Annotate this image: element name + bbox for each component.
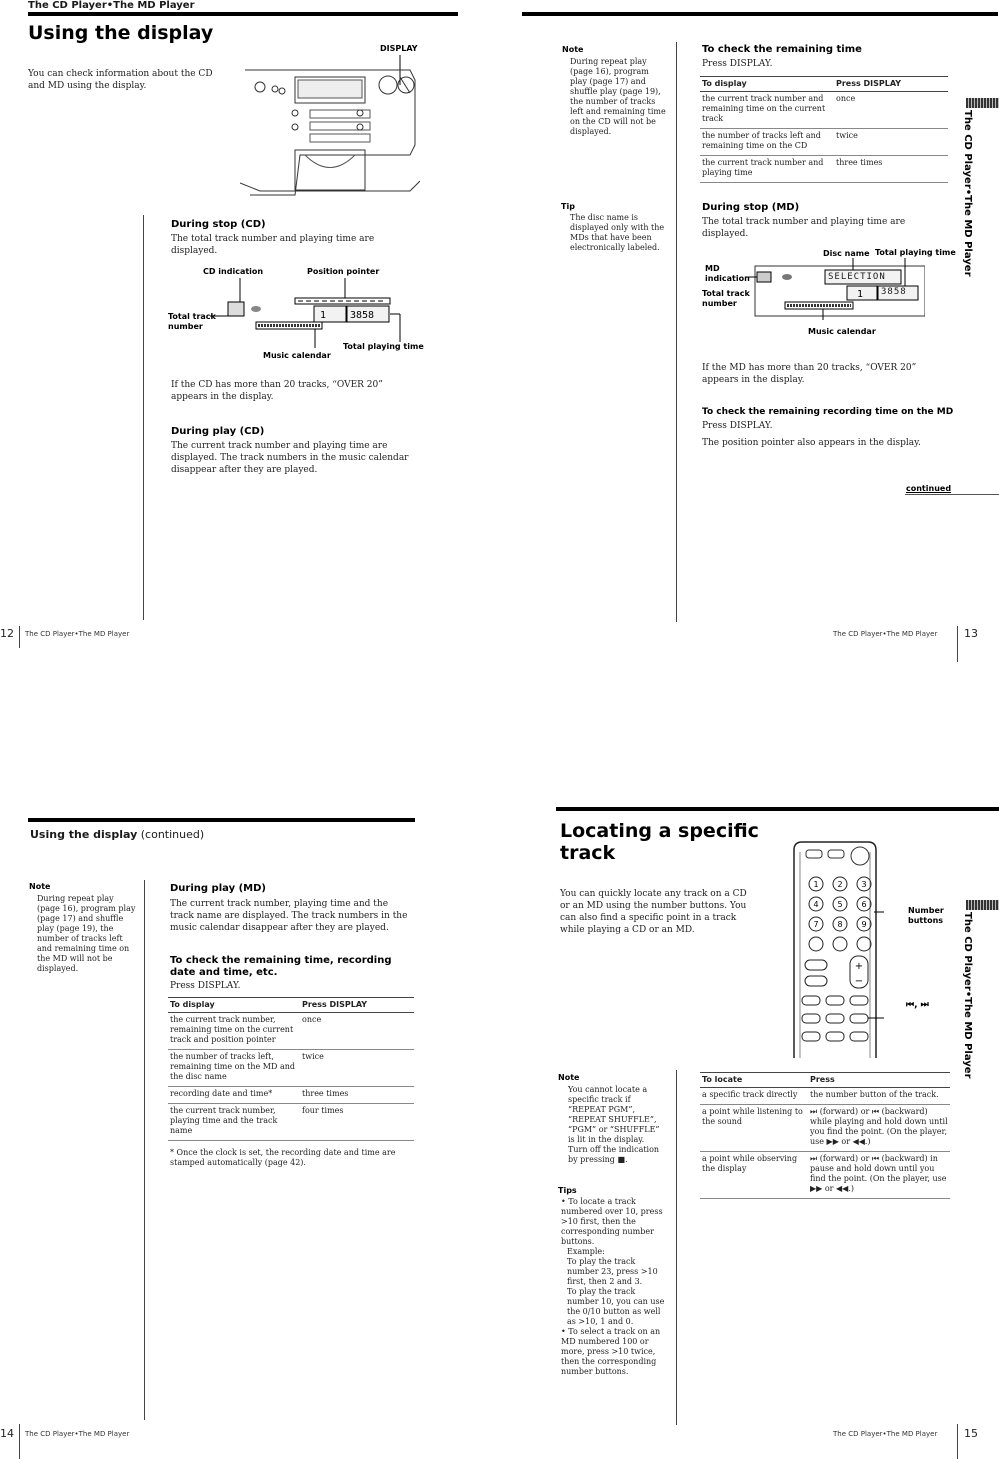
table-row: the current track number and playing time three times — [700, 156, 948, 183]
play-cd-text: The current track number and playing time are displayed. The track numbers in the music calendar disappear after they are played. — [171, 441, 409, 475]
display-table-md — [168, 997, 414, 1141]
page-number-14: 14 — [0, 1427, 14, 1440]
footer-15: The CD Player•The MD Player — [833, 1430, 938, 1438]
intro-text: You can check information about the CD and MD using the display. — [28, 69, 213, 91]
footer-tick — [957, 1424, 958, 1459]
tip-item: • To locate a track numbered over 10, press >10 first, then the corresponding number buttons. — [561, 1197, 663, 1246]
svg-text:2: 2 — [837, 880, 843, 889]
remote-control-illustration — [788, 838, 884, 1058]
over20-text: If the CD has more than 20 tracks, “OVER 20” appears in the display. — [171, 380, 383, 402]
fig-total-playing-time: Total playing time — [343, 342, 424, 351]
lcd-time: 3858 — [881, 287, 907, 297]
side-tab: The CD Player•The MD Player — [962, 110, 973, 277]
table-row: a point while observing the display ⏭ (forward) or ⏮ (backward) in pause and hold down until you find the point. (On the player, use ▶▶ or ◀◀.) — [700, 1152, 950, 1199]
table-row: a point while listening to the sound ⏭ (forward) or ⏮ (backward) while playing and hold down until you find the point. (On the player, use ▶▶ or ◀◀.) — [700, 1105, 950, 1152]
fig-disc-name: Disc name — [823, 249, 870, 258]
col-press: Press — [808, 1073, 950, 1088]
svg-text:7: 7 — [813, 920, 819, 929]
tip-item: • To select a track on an MD numbered 100 or more, press >10 twice, then the corresponding number buttons. — [561, 1327, 661, 1376]
header-rule — [522, 12, 998, 16]
side-tab-marker — [966, 98, 999, 108]
fig-cd-indication: CD indication — [203, 267, 264, 276]
running-header: The CD Player•The MD Player — [28, 0, 195, 11]
page-number-15: 15 — [964, 1427, 978, 1440]
svg-text:+: + — [854, 961, 864, 972]
svg-text:4: 4 — [813, 900, 819, 909]
fig-total-playing-time: Total playing time — [875, 248, 956, 257]
col-to-display: To display — [700, 77, 834, 92]
note-text: You cannot locate a specific track if “REPEAT PGM”, “REPEAT SHUFFLE”, “PGM” or “SHUFFLE” is lit in the display. Turn off the indication by pressing ■. — [568, 1085, 660, 1164]
footer-13: The CD Player•The MD Player — [833, 630, 938, 638]
header-rule — [556, 807, 999, 811]
fig-number-1: Number — [908, 906, 944, 915]
fig-music-calendar: Music calendar — [263, 351, 331, 360]
page-title: Locating a specific track — [560, 820, 759, 864]
tip-label: Tip — [561, 202, 575, 211]
fig-total-track-2: number — [702, 299, 737, 308]
footer-tick — [19, 1424, 20, 1459]
column-rule — [144, 880, 145, 1420]
lcd-disc-name: SELECTION — [828, 272, 886, 282]
col-press-display: Press DISPLAY — [300, 998, 414, 1013]
note-label: Note — [29, 882, 51, 891]
svg-text:6: 6 — [861, 900, 867, 909]
fig-md-2: indication — [705, 274, 750, 283]
table-row: the current track number, remaining time on the current track and position pointer once — [168, 1013, 414, 1050]
remaining-heading: To check the remaining time — [702, 44, 862, 55]
footnote: * Once the clock is set, the recording date and time are stamped automatically (page 42). — [170, 1148, 396, 1167]
intro-text: You can quickly locate any track on a CD or an MD using the number buttons. You can also find a specific point in a track while playing a CD or an MD. — [560, 889, 747, 935]
page-number-12: 12 — [0, 627, 14, 640]
fig-position-pointer: Position pointer — [307, 267, 380, 276]
note-text: During repeat play (page 16), program play (page 17) and shuffle play (page 19), the number of tracks left and remaining time on the MD will not be displayed. — [37, 894, 136, 973]
cd-md-player-illustration — [240, 55, 420, 200]
table-row: recording date and time* three times — [168, 1087, 414, 1104]
play-md-heading: During play (MD) — [170, 883, 266, 894]
page-title: Using the display — [28, 22, 214, 44]
fig-md-1: MD — [705, 264, 720, 273]
note-label: Note — [558, 1073, 580, 1082]
stop-md-heading: During stop (MD) — [702, 202, 800, 213]
fig-skip-buttons: ⏮, ⏭ — [906, 1000, 929, 1010]
note-label: Note — [562, 45, 584, 54]
table-row: a specific track directly the number button of the track. — [700, 1088, 950, 1105]
locate-table — [700, 1072, 950, 1199]
rec-heading: To check the remaining recording time on the MD — [702, 407, 954, 417]
column-rule — [676, 42, 677, 622]
display-table-cd — [700, 76, 948, 183]
svg-text:8: 8 — [837, 920, 843, 929]
footer-14: The CD Player•The MD Player — [25, 1430, 130, 1438]
svg-text:5: 5 — [837, 900, 843, 909]
side-tab: The CD Player•The MD Player — [962, 912, 973, 1079]
stop-md-text: The total track number and playing time are displayed. — [702, 217, 906, 239]
tips-label: Tips — [558, 1186, 577, 1195]
fig-total-track-1: Total track — [168, 312, 216, 321]
stop-cd-heading: During stop (CD) — [171, 219, 266, 230]
pointer-text: The position pointer also appears in the display. — [702, 438, 921, 448]
column-rule — [676, 1070, 677, 1425]
footer-tick — [957, 626, 958, 662]
header-rule — [28, 12, 458, 16]
svg-text:3: 3 — [861, 880, 867, 889]
svg-text:1: 1 — [857, 289, 864, 300]
remaining-text: Press DISPLAY. — [702, 59, 773, 69]
svg-text:9: 9 — [861, 920, 867, 929]
col-to-display: To display — [168, 998, 300, 1013]
continued-label: continued — [906, 484, 952, 493]
svg-text:1: 1 — [813, 880, 819, 889]
fig-number-2: buttons — [908, 916, 944, 925]
svg-text:3858: 3858 — [350, 310, 375, 321]
tip-text: The disc name is displayed only with the MDs that have been electronically labeled. — [570, 213, 665, 252]
note-text: During repeat play (page 16), program play (page 17) and shuffle play (page 19), the number of tracks left and remaining time on the CD will not be displayed. — [570, 57, 666, 136]
check-text: Press DISPLAY. — [170, 981, 241, 991]
svg-text:−: − — [854, 976, 864, 987]
svg-text:1: 1 — [320, 310, 327, 321]
display-label: DISPLAY — [380, 44, 418, 53]
footer-12: The CD Player•The MD Player — [25, 630, 130, 638]
column-rule — [143, 215, 144, 620]
rec-text: Press DISPLAY. — [702, 421, 773, 431]
col-to-locate: To locate — [700, 1073, 808, 1088]
cd-display-illustration — [210, 278, 405, 350]
page-number-13: 13 — [964, 627, 978, 640]
stop-cd-text: The total track number and playing time are displayed. — [171, 234, 375, 256]
continued-rule — [905, 494, 999, 495]
tips-list: • To locate a track numbered over 10, press >10 first, then the corresponding number buttons. Example: To play the track number 23, press >10 first, then 2 and 3. To play the track number 10, you can use the 0/10 button as well as >10, 1 and 0. • To select a track on an MD numbered 100 or more, press >10 twice, then the corresponding number buttons. — [561, 1197, 665, 1376]
play-cd-heading: During play (CD) — [171, 426, 265, 437]
footer-tick — [19, 626, 20, 648]
table-row: the current track number and remaining time on the current track once — [700, 92, 948, 129]
table-row: the current track number, playing time and the track name four times — [168, 1104, 414, 1141]
check-heading: To check the remaining time, recording date and time, etc. — [170, 955, 392, 978]
table-row: the number of tracks left, remaining time on the MD and the disc name twice — [168, 1050, 414, 1087]
continued-title: Using the display (continued) — [30, 828, 205, 841]
header-rule — [28, 818, 415, 822]
side-tab-marker — [966, 900, 999, 910]
fig-total-track-1: Total track — [702, 289, 750, 298]
col-press-display: Press DISPLAY — [834, 77, 948, 92]
fig-music-calendar: Music calendar — [808, 327, 876, 336]
play-md-text: The current track number, playing time and the track name are displayed. The track numbers in the music calendar disappear after they are played. — [170, 899, 408, 933]
fig-total-track-2: number — [168, 322, 203, 331]
table-row: the number of tracks left and remaining time on the CD twice — [700, 129, 948, 156]
md-over20-text: If the MD has more than 20 tracks, “OVER 20” appears in the display. — [702, 363, 917, 385]
